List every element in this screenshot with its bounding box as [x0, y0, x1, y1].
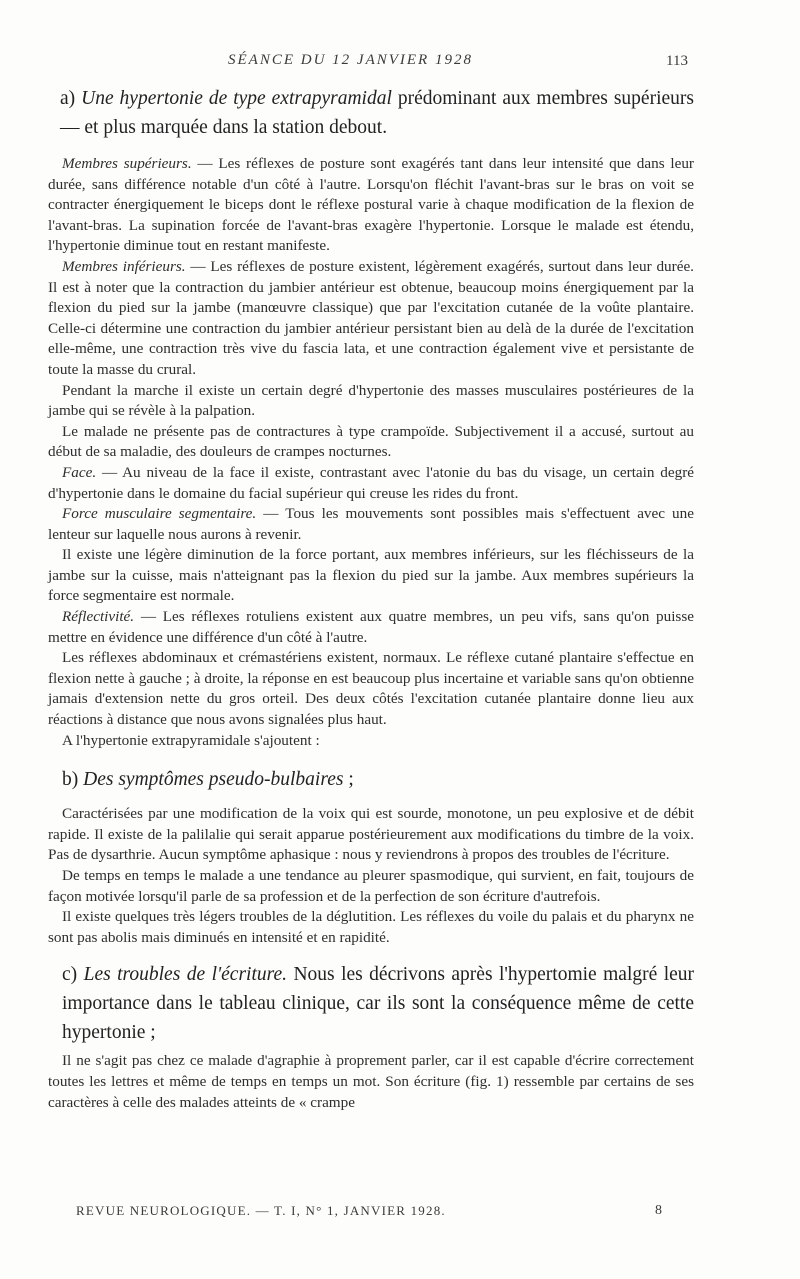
- paragraph-face: [48, 463, 694, 504]
- paragraph-text: A l'hypertonie extrapyramidale s'ajoutent :: [62, 731, 320, 749]
- section-title-rest: prédominant aux membres supérieurs — et plus marquée dans la station debout.: [60, 88, 694, 138]
- paragraph-text: — Les réflexes de posture existent, légèrement exagérés, surtout dans leur durée. Il est à noter que la contraction du jambier antérieur est obtenue, beaucoup moins énergiquement par la flexion du pied sur la jambe (manœuvre classique) que par l'excitation cutanée de la voûte plantaire. Celle-ci détermine une contraction du jambier antérieur persistant bien au delà de la durée de l'excitation elle-même, une contraction très vive du fascia lata, et une contraction également vive et persistante de toute la masse du crural.: [48, 257, 694, 378]
- paragraph-lead: Réflectivité.: [62, 608, 135, 626]
- paragraph-deglutition: [48, 907, 694, 948]
- section-title: Des symptômes pseudo-bulbaires: [83, 769, 344, 791]
- paragraph-lead: Force musculaire segmentaire.: [62, 505, 257, 523]
- section-title-rest: ;: [343, 769, 354, 791]
- section-heading-c: [48, 960, 694, 1047]
- paragraph-text: De temps en temps le malade a une tendance au pleurer spasmodique, qui survient, en fait, toujours de façon motivée lorsqu'il parle de sa profession et de la perfection de son écriture d'autrefois.: [48, 867, 694, 905]
- section-title: Une hypertonie de type extrapyramidal: [81, 88, 392, 109]
- section-heading-a: [48, 84, 694, 142]
- running-title: SÉANCE DU 12 JANVIER 1928: [228, 52, 473, 68]
- paragraph-contractures: [48, 422, 694, 463]
- paragraph-text: Caractérisées par une modification de la voix qui est sourde, monotone, un peu explosive et de débit rapide. Il existe de la palilalie qui serait apparue postérieurement aux modifications du timbre de la voix. Pas de dysarthrie. Aucun symptôme aphasique : nous y reviendrons à propos des troubles de l'écriture.: [48, 805, 694, 864]
- paragraph-text: Il existe une légère diminution de la force portant, aux membres inférieurs, sur les fléchisseurs de la jambe sur la cuisse, mais n'atteignant pas la flexion du pied sur la jambe. Aux membres supérieurs la force segmentaire est normale.: [48, 546, 694, 605]
- paragraph-force-diminution: [48, 545, 694, 607]
- section-title: Les troubles de l'écriture.: [83, 964, 288, 986]
- sheet-signature: 8: [655, 1203, 662, 1218]
- paragraph-marche: [48, 381, 694, 422]
- section-letter: a): [60, 88, 76, 109]
- paragraph-text: — Les réflexes de posture sont exagérés tant dans leur intensité que dans leur durée, sans différence notable d'un côté à l'autre. Lorsqu'on fléchit l'avant-bras sur le bras on voit se contracter énergiquement le biceps dont le réflexe postural varie à chaque modification de la flexion de l'avant-bras. La supination forcée de l'avant-bras exagère l'hypertonie. Lorsque le malade est étendu, l'hypertonie diminue tout en restant manifeste.: [48, 155, 694, 255]
- paragraph-voix: [48, 804, 694, 866]
- paragraph-lead: Membres supérieurs.: [62, 155, 192, 172]
- page-header: [0, 52, 800, 74]
- paragraph-transition: [48, 731, 694, 752]
- paragraph-text: Les réflexes abdominaux et crémastériens existent, normaux. Le réflexe cutané plantaire s'effectue en flexion nette à gauche ; à droite, la réponse en est beaucoup plus incertaine et variable sans qu'on obtienne jamais d'extension nette du gros orteil. Des deux côtés l'excitation cutanée plantaire donne lieu aux réactions à distance que nous avons signalées plus haut.: [48, 649, 694, 729]
- paragraph-text: — Au niveau de la face il existe, contrastant avec l'atonie du bas du visage, un certain degré d'hypertonie dans le domaine du facial supérieur qui creuse les rides du front.: [48, 463, 694, 502]
- paragraph-pleurer: [48, 866, 694, 907]
- paragraph-lead: Membres inférieurs.: [62, 257, 186, 275]
- journal-citation: REVUE NEUROLOGIQUE. — T. I, N° 1, JANVIER 1928.: [76, 1203, 446, 1218]
- paragraph-reflexes-abdominaux: [48, 648, 694, 730]
- paragraph-text: — Les réflexes rotuliens existent aux quatre membres, un peu vifs, sans qu'on puisse mettre en évidence une différence d'un côté à l'autre.: [48, 608, 694, 646]
- paragraph-text: Il existe quelques très légers troubles de la déglutition. Les réflexes du voile du palais et du pharynx ne sont pas abolis mais diminués en intensité et en rapidité.: [48, 908, 694, 946]
- paragraph-lead: Face.: [62, 463, 97, 481]
- section-title-rest: Nous les décrivons après l'hypertomie malgré leur importance dans le tableau clinique, car ils sont la conséquence même de cette hypertonie ;: [62, 964, 695, 1044]
- paragraph-membres-superieurs: [48, 154, 694, 257]
- section-letter: c): [62, 964, 78, 986]
- page-footer: [76, 1203, 676, 1223]
- paragraph-text: — Tous les mouvements sont possibles mais s'effectuent avec une lenteur sur laquelle nous aurons à revenir.: [48, 505, 694, 543]
- paragraph-text: Il ne s'agit pas chez ce malade d'agraphie à proprement parler, car il est capable d'écrire correctement toutes les lettres et même de temps en temps un mot. Son écriture (fig. 1) ressemble par certains de ses caractères à celle des malades atteints de « crampe: [48, 1052, 694, 1111]
- section-letter: b): [62, 769, 79, 791]
- paragraph-reflectivite: [48, 607, 694, 648]
- paragraph-text: Pendant la marche il existe un certain degré d'hypertonie des masses musculaires postérieures de la jambe qui se révèle à la palpation.: [48, 381, 694, 420]
- paragraph-agraphie: [48, 1051, 694, 1113]
- page-number: 113: [666, 53, 688, 69]
- section-heading-b: [48, 765, 694, 794]
- paragraph-membres-inferieurs: [48, 257, 694, 381]
- paragraph-text: Le malade ne présente pas de contractures à type crampoïde. Subjectivement il a accusé, surtout au début de sa maladie, des douleurs de crampes nocturnes.: [48, 422, 694, 461]
- paragraph-force-musculaire: [48, 504, 694, 545]
- page-body: [48, 84, 694, 1113]
